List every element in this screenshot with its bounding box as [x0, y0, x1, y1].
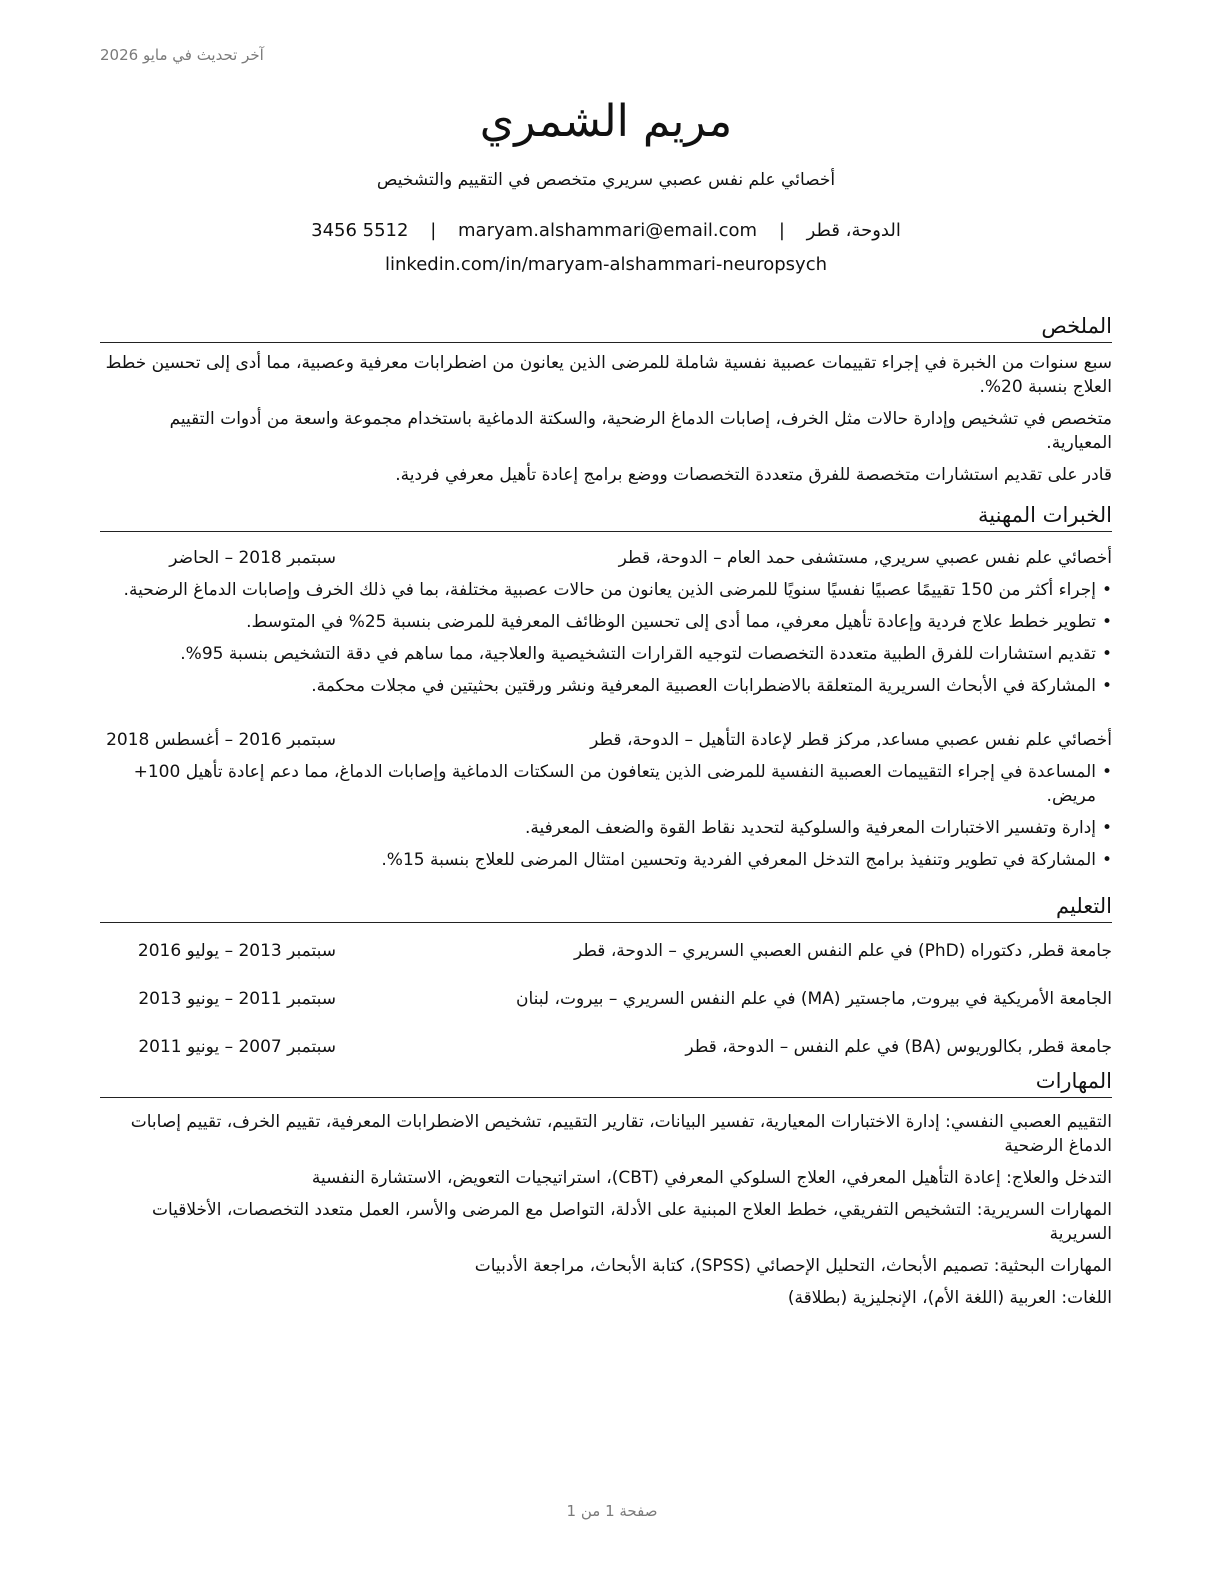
bullet-icon: •: [1101, 818, 1112, 838]
education-date: سبتمبر 2011 – يونيو 2013: [138, 989, 336, 1009]
education-date: سبتمبر 2007 – يونيو 2011: [138, 1037, 336, 1057]
education-title: جامعة قطر, بكالوريوس (BA) في علم النفس – الدوحة، قطر: [685, 1037, 1112, 1057]
contact-linkedin[interactable]: linkedin.com/in/maryam-alshammari-neuropsych: [385, 254, 827, 275]
job-bullet: • المساعدة في إجراء التقييمات العصبية النفسية للمرضى الذين يتعافون من السكتات الدماغية وإصابات الدماغ، مما دعم إعادة تأهيل 100+ مريض.: [133, 762, 1112, 806]
contact-separator: |: [430, 220, 437, 241]
job-bullets: [100, 578, 1112, 698]
job-bullet: • إجراء أكثر من 150 تقييمًا عصبيًا نفسيًا سنويًا للمرضى الذين يعانون من حالات عصبية مختلفة، بما في ذلك الخرف وإصابات الدماغ الرضحية.: [123, 580, 1112, 600]
job-bullet: • المشاركة في الأبحاث السريرية المتعلقة بالاضطرابات العصبية المعرفية ونشر ورقتين بحثيتين في مجلات محكمة.: [311, 676, 1112, 696]
skill-item: اللغات: العربية (اللغة الأم)، الإنجليزية (بطلاقة): [787, 1288, 1112, 1308]
education-title: الجامعة الأمريكية في بيروت, ماجستير (MA) في علم النفس السريري – بيروت، لبنان: [515, 989, 1112, 1009]
education-entry: [100, 939, 1112, 963]
skill-item: التدخل والعلاج: إعادة التأهيل المعرفي، العلاج السلوكي المعرفي (CBT)، استراتيجيات التعويض، الاستشارة النفسية: [311, 1168, 1112, 1188]
skill-item: التقييم العصبي النفسي: إدارة الاختبارات المعيارية، تفسير البيانات، تقارير التقييم، تشخيص الاضطرابات المعرفية، تقييم الخرف، تقييم إصابات الدماغ الرضحية: [130, 1112, 1112, 1156]
summary-paragraph: متخصص في تشخيص وإدارة حالات مثل الخرف، إصابات الدماغ الرضحية، والسكتة الدماغية باستخدام مجموعة واسعة من أدوات التقييم المعيارية.: [169, 409, 1112, 453]
skills-heading: المهارات: [100, 1067, 1112, 1098]
contact-location: الدوحة، قطر: [806, 220, 901, 241]
job-date: سبتمبر 2018 – الحاضر: [169, 548, 336, 568]
education-entry: [100, 1035, 1112, 1059]
bullet-icon: •: [1101, 612, 1112, 632]
summary-paragraph: سبع سنوات من الخبرة في إجراء تقييمات عصبية نفسية شاملة للمرضى الذين يعانون من اضطرابات معرفية وعصبية، مما أدى إلى تحسين خطط العلاج بنسبة 20%.: [105, 353, 1112, 397]
education-title: جامعة قطر, دكتوراه (PhD) في علم النفس العصبي السريري – الدوحة، قطر: [573, 941, 1112, 961]
candidate-tagline: أخصائي علم نفس عصبي سريري متخصص في التقييم والتشخيص: [376, 170, 836, 190]
job-date: سبتمبر 2016 – أغسطس 2018: [106, 730, 336, 750]
skill-item: المهارات البحثية: تصميم الأبحاث، التحليل الإحصائي (SPSS)، كتابة الأبحاث، مراجعة الأدبيات: [474, 1256, 1112, 1276]
contact-email[interactable]: maryam.alshammari@email.com: [458, 220, 758, 241]
job-bullet: • تقديم استشارات للفرق الطبية متعددة التخصصات لتوجيه القرارات التشخيصية والعلاجية، مما ساهم في دقة التشخيص بنسبة 95%.: [180, 644, 1112, 664]
contact-phone: 3456 5512: [311, 220, 409, 241]
bullet-icon: •: [1101, 850, 1112, 870]
page-number: صفحة 1 من 1: [566, 1502, 658, 1520]
job-entry: [100, 728, 1112, 872]
job-entry: [100, 546, 1112, 698]
last-updated-note: آخر تحديث في مايو 2026: [100, 46, 264, 64]
summary-heading: الملخص: [100, 312, 1112, 343]
job-bullet: • تطوير خطط علاج فردية وإعادة تأهيل معرفي، مما أدى إلى تحسين الوظائف المعرفية للمرضى بنسبة 25% في المتوسط.: [246, 612, 1112, 632]
job-title: أخصائي علم نفس عصبي مساعد, مركز قطر لإعادة التأهيل – الدوحة، قطر: [590, 730, 1112, 750]
education-heading: التعليم: [100, 892, 1112, 923]
job-bullet: • إدارة وتفسير الاختبارات المعرفية والسلوكية لتحديد نقاط القوة والضعف المعرفية.: [524, 818, 1112, 838]
job-bullets: [100, 760, 1112, 872]
bullet-icon: •: [1101, 644, 1112, 664]
job-header: [100, 728, 1112, 752]
resume-page: [100, 92, 1112, 1310]
bullet-icon: •: [1101, 762, 1112, 782]
bullet-icon: •: [1101, 676, 1112, 696]
job-bullet: • المشاركة في تطوير وتنفيذ برامج التدخل المعرفي الفردية وتحسين امتثال المرضى للعلاج بنسبة 15%.: [381, 850, 1112, 870]
candidate-name: مريم الشمري: [479, 96, 733, 147]
experience-heading: الخبرات المهنية: [100, 501, 1112, 532]
bullet-icon: •: [1101, 580, 1112, 600]
job-title: أخصائي علم نفس عصبي سريري, مستشفى حمد العام – الدوحة، قطر: [618, 548, 1112, 568]
contact-line: [100, 218, 1112, 244]
education-date: سبتمبر 2013 – يوليو 2016: [137, 941, 336, 961]
job-header: [100, 546, 1112, 570]
education-entry: [100, 987, 1112, 1011]
summary-paragraph: قادر على تقديم استشارات متخصصة للفرق متعددة التخصصات ووضع برامج إعادة تأهيل معرفي فردية.: [395, 465, 1112, 485]
skill-item: المهارات السريرية: التشخيص التفريقي، خطط العلاج المبنية على الأدلة، التواصل مع المرضى والأسر، العمل متعدد التخصصات، الأخلاقيات السريرية: [151, 1200, 1112, 1244]
contact-separator: |: [778, 220, 785, 241]
